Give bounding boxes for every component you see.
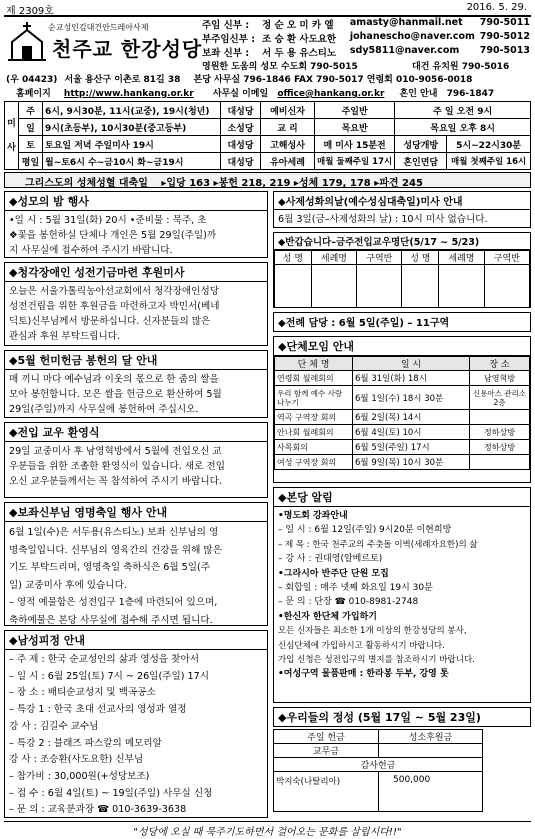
mass-side-label xyxy=(5,102,19,170)
section-line: 모아 봉헌합니다. 모은 쌀을 헌금으로 환산하여 5월 xyxy=(9,389,222,400)
staff-row xyxy=(202,31,530,45)
section-line: •일 시 : 5월 31일(화) 20시 •준비물 : 묵주, 초 xyxy=(9,215,207,226)
wedding-tel: 796-1847 xyxy=(446,89,495,99)
group-name: 우리 함께 예수 사랑 나누기 xyxy=(275,386,353,410)
notice-line: – 강 사 : 권대영(알베르토) xyxy=(278,554,383,565)
wedding-interview-time: 매월 첫째주일 16시 xyxy=(447,153,531,170)
notice-line: 신심단체에 가입하시고 활동하시기 바랍니다. xyxy=(278,640,445,651)
mass-times: 토요일 저녁 주일미사 19시 xyxy=(43,136,221,153)
web-line xyxy=(6,86,530,99)
section-newcomer-welcome xyxy=(4,422,268,498)
section-offerings xyxy=(273,707,531,818)
table-row xyxy=(275,371,530,386)
meeting-time: 6월 2일(목) 14시 xyxy=(353,410,470,425)
meeting-time: 6월 31일(화) 18시 xyxy=(353,371,470,386)
section-title: ◆성모의 밤 행사 xyxy=(5,192,267,211)
section-line: 관심과 후원 부탁드립니다. xyxy=(9,331,121,342)
section-new-parishioners xyxy=(273,232,531,308)
offering-label: 교무금 xyxy=(274,744,379,758)
issue-date: 2016. 5. 29. xyxy=(466,2,527,13)
section-title: ◆전입 교우 환영식 xyxy=(5,423,267,442)
section-line: ❖꽃을 봉헌하실 단체나 개인은 5월 29일(주일)까 xyxy=(9,230,217,241)
section-line: – 접 수 : 6월 4일(토) ~ 19일(주일) 사무실 신청 xyxy=(9,787,213,799)
notice-heading: •여성구역 물품판매 : 한라봉 두부, 강영 톳 xyxy=(278,669,449,680)
church-subtitle: 순교성인김대건안드레아사제 xyxy=(48,23,149,32)
section-line: 6월 3일(금–사제성화의 날) : 10시 미사 없습니다. xyxy=(278,214,488,225)
meeting-time: 6월 5일(주일) 17시 xyxy=(353,440,470,455)
address-line xyxy=(6,72,530,85)
table-row xyxy=(275,440,530,455)
issue-number: 제 2309호 xyxy=(6,6,54,17)
mass-place: 소성당 xyxy=(221,119,261,136)
section-rice-offering xyxy=(4,350,268,418)
offering-label: 감사헌금 xyxy=(274,758,483,772)
notice-heading: •명도회 강좌안내 xyxy=(278,511,348,521)
wedding-interview-label: 혼인면담 xyxy=(395,153,447,170)
section-line: – 특강 2 : 블래즈 파스칼의 메모리알 xyxy=(9,737,162,749)
staff-role: 부주임신부 : xyxy=(202,34,255,45)
table-header: 구역반 xyxy=(484,251,529,265)
staff-name: 정 순 오 미 카 엘 xyxy=(261,20,334,31)
staff-email[interactable]: sdy5811@naver.com xyxy=(349,45,460,56)
table-header: 일 시 xyxy=(353,357,470,371)
staff-row xyxy=(202,17,530,31)
staff-email[interactable]: amasty@hanmail.net xyxy=(349,17,463,28)
readings-bar xyxy=(4,172,531,188)
mass-day: 일 xyxy=(19,119,43,136)
mass-times: 6시, 9시30분, 11시(교중), 19시(청년) xyxy=(43,102,221,119)
section-line: 오신 교우분들께서는 꼭 참석하여 주시기 바랍니다. xyxy=(9,476,222,487)
section-title: ◆남성피정 안내 xyxy=(5,631,267,650)
staff-role: 보좌 신부 : xyxy=(202,48,250,59)
offering-label: 주일 헌금 xyxy=(274,730,379,744)
section-liturgy-duty xyxy=(273,312,531,332)
table-header: 세례명 xyxy=(311,251,356,265)
section-group-meetings xyxy=(273,336,531,483)
table-row xyxy=(275,425,530,440)
wedding-label: 혼인 안내 xyxy=(399,89,438,99)
mass-day: 평일 xyxy=(19,153,43,170)
section-line: 축하예물은 본당 사무실에 접수해 주시면 됩니다. xyxy=(9,614,213,626)
staff-name: 조 승 환 사도요한 xyxy=(261,34,337,45)
group-name: 연령회 월례회의 xyxy=(275,371,353,386)
homepage-link[interactable]: http://www.hankang.or.kr xyxy=(63,89,194,99)
section-deaf-mass xyxy=(4,262,268,346)
staff-tel: 790-5011 xyxy=(479,17,530,28)
staff-list xyxy=(202,17,530,73)
meeting-place: 신용아스 관리소2층 xyxy=(470,386,530,410)
section-mens-retreat xyxy=(4,630,268,818)
table-header: 성 명 xyxy=(402,251,439,265)
section-title: ◆사제성화의날(예수성심대축일)미사 안내 xyxy=(274,192,530,210)
section-line: – 주 제 : 한국 순교성인의 삶과 영성을 찾아서 xyxy=(9,654,199,665)
meeting-place xyxy=(470,410,530,425)
donor-name: 박지숙(나탈리아) xyxy=(274,772,379,812)
notice-line: 가입 신청은 성전입구의 별지를 참조하시기 바랍니다. xyxy=(278,655,475,666)
offering-label: 성소후원금 xyxy=(379,730,483,744)
catechism-class: 목요반 xyxy=(315,119,395,136)
meeting-time: 6월 9일(목) 10시 30분 xyxy=(353,455,470,470)
church-open-label: 성당개방 xyxy=(395,136,447,153)
section-line: 강 사 : 김길수 교수님 xyxy=(9,720,99,732)
section-marian-night xyxy=(4,191,268,258)
mass-schedule-table xyxy=(4,101,531,170)
section-line: – 참가비 : 30,000원(+성당보조) xyxy=(9,770,150,782)
hymn-numbers: ▸입당 163 ▸봉헌 218, 219 ▸성체 179, 178 ▸파견 245 xyxy=(161,178,423,189)
feast-name: 그리스도의 성체성혈 대축일 xyxy=(25,178,148,189)
section-title: ◆5월 헌미헌금 봉헌의 달 안내 xyxy=(5,351,267,370)
section-title: ◆청각장애인 성전기금마련 후원미사 xyxy=(5,263,267,282)
table-header: 구역반 xyxy=(357,251,402,265)
section-priest-day-mass xyxy=(273,191,531,228)
notice-line: 모든 신자들은 최소한 1개 이상의 한강성당의 봉사, xyxy=(278,626,467,637)
table-row xyxy=(275,455,530,470)
group-name: 사목회의 xyxy=(275,440,353,455)
section-title: ◆우리들의 정성 (5월 17일 ~ 5월 23일) xyxy=(273,707,531,727)
newcomer-table xyxy=(274,250,530,308)
section-line: 오늘은 서울가톨릭농아선교회에서 청각장애인성당 xyxy=(9,286,219,297)
table-header: 세례명 xyxy=(439,251,484,265)
section-line: 29일(주일)까지 사무실에 봉헌하여 주십시오. xyxy=(9,404,199,415)
meeting-place xyxy=(470,455,530,470)
section-line: – 일 시 : 6월 25일(토) 7시 ~ 26일(주일) 17시 xyxy=(9,670,209,682)
section-line: – 영적 예물함은 성전입구 1층에 마련되어 있으며, xyxy=(9,597,218,608)
baptism-time: 매월 둘째주일 17시 xyxy=(315,153,395,170)
table-header: 장 소 xyxy=(470,357,530,371)
mass-day: 주 xyxy=(19,102,43,119)
notice-line: – 회합일 : 매주 넷째 화요일 19시 30분 xyxy=(278,583,433,594)
catechism-class: 주일반 xyxy=(315,102,395,119)
section-title: ◆보좌신부님 영명축일 행사 안내 xyxy=(5,503,267,522)
donation-amount: 500,000 xyxy=(379,772,483,812)
staff-tel: 790-5013 xyxy=(479,45,530,56)
office-contact: 본당 사무실 796-1846 FAX 790-5017 연령회 010-9056-0018 xyxy=(193,75,473,85)
staff-row xyxy=(202,45,530,59)
section-parish-notices xyxy=(273,487,531,703)
mass-times: 9시(초등부), 10시30분(중고등부) xyxy=(43,119,221,136)
email-link[interactable]: office@hankang.or.kr xyxy=(277,89,385,99)
table-row xyxy=(274,772,483,812)
section-line: 우분들을 위한 조촐한 환영식이 있습니다. 새로 전입 xyxy=(9,461,225,472)
section-line: 강 사 : 조승환(사도요한) 신부님 xyxy=(9,754,144,766)
section-feast-day xyxy=(4,502,268,626)
table-header: 성 명 xyxy=(275,251,312,265)
meeting-place: 정하상방 xyxy=(470,425,530,440)
mass-place: 대성당 xyxy=(221,136,261,153)
table-row xyxy=(275,410,530,425)
table-header: 단 체 명 xyxy=(275,357,353,371)
section-line: 기도 부탁드리며, 영명축일 축하식은 6월 5일(주 xyxy=(9,562,211,573)
church-logo xyxy=(8,20,46,62)
confession-time: 매 미사 15분전 xyxy=(315,136,395,153)
section-line: 지 사무실에 접수하여 주시기 바랍니다. xyxy=(9,245,173,256)
catechism-label: 예비신자 xyxy=(261,102,315,119)
group-name: 안나회 월례회의 xyxy=(275,425,353,440)
church-open-time: 5시~22시30분 xyxy=(447,136,531,153)
staff-name: 서 두 용 유스티노 xyxy=(261,48,337,59)
mass-place: 대성당 xyxy=(221,153,261,170)
monastery-contact: 영원한 도움의 성모 수도회 790-5015 xyxy=(202,62,358,72)
table-row xyxy=(275,265,530,309)
mass-side-char: 사 xyxy=(7,142,16,153)
kindergarten-contact: 대건 유치원 790-5016 xyxy=(412,62,510,72)
offerings-table xyxy=(273,729,483,812)
section-line: 6월 1일(수)은 서두용(유스티노) 보좌 신부님의 영 xyxy=(9,527,219,538)
email-label: 사무실 이메일 xyxy=(212,89,269,99)
meeting-place: 정하상방 xyxy=(470,440,530,455)
section-title: ◆단체모임 안내 xyxy=(274,337,530,356)
catechism-time: 목요일 오후 8시 xyxy=(395,119,531,136)
baptism-label: 유아세례 xyxy=(261,153,315,170)
section-title: ◆본당 알림 xyxy=(274,488,530,507)
mass-place: 대성당 xyxy=(221,102,261,119)
notice-heading: •한신자 한단체 가입하기 xyxy=(278,611,377,622)
notice-line: – 일 시 : 6월 12일(주일) 9시20분 이현희방 xyxy=(278,525,452,536)
address: 서울 용산구 이촌로 81길 38 xyxy=(64,75,181,85)
section-line: 29일 교중미사 후 남영혁방에서 5월에 전입오신 교 xyxy=(9,446,222,457)
church-name: 천주교 한강성당 xyxy=(52,37,203,61)
catechism-time: 주 일 오전 9시 xyxy=(395,102,531,119)
confession-label: 고해성사 xyxy=(261,136,315,153)
meetings-table xyxy=(274,356,530,470)
section-title: ◆전례 담당 : 6월 5일(주일) – 11구역 xyxy=(274,313,530,330)
section-line: 매 끼니 마다 예수님과 이웃의 몫으로 한 줌의 쌀을 xyxy=(9,374,219,385)
section-line: – 문 의 : 교육분과장 ☎ 010-3639-3638 xyxy=(9,804,187,816)
section-line: 일) 교중미사 후에 있습니다. xyxy=(9,579,127,591)
mass-day: 토 xyxy=(19,136,43,153)
mass-side-char: 미 xyxy=(7,118,16,129)
section-line: 딕토)신부님께서 방문하십니다. 신자분들의 많은 xyxy=(9,316,211,327)
postal-code: (우 04423) xyxy=(6,75,58,85)
notice-line: – 제 목 : 한국 천주교의 주춧돌 이벽(세례자요한)의 삶 xyxy=(278,539,478,550)
meeting-time: 6월 1일(수) 18시 30분 xyxy=(353,386,470,410)
staff-tel: 790-5012 xyxy=(479,31,530,42)
group-name: 여성 구역장 회의 xyxy=(275,455,353,470)
group-name: 역곡 구역장 회의 xyxy=(275,410,353,425)
section-line: 성전건립을 위한 후원금을 마련하고자 박민서(베네 xyxy=(9,301,220,312)
notice-heading: •그라시아 반주단 단원 모집 xyxy=(278,568,389,579)
table-row xyxy=(275,386,530,410)
section-title: ◆반갑습니다–금주전입교우명단(5/17 ~ 5/23) xyxy=(274,233,530,250)
meeting-place: 남영혁방 xyxy=(470,371,530,386)
section-line: 명축일입니다. 신부님의 영육간의 건강을 위해 많은 xyxy=(9,544,222,556)
catechism-label: 교 리 xyxy=(261,119,315,136)
footer-slogan: "성당에 오실 때 묵주기도하면서 걸어오는 문화를 살립시다!!" xyxy=(133,827,402,838)
mass-times: 월~토6시 수~금10시 화~금19시 xyxy=(43,153,221,170)
contacts-row xyxy=(202,59,530,73)
staff-email[interactable]: johanescho@naver.com xyxy=(349,31,475,42)
section-line: – 장 소 : 배티순교성지 및 백곡공소 xyxy=(9,687,156,699)
staff-role: 주임 신부 : xyxy=(202,20,250,31)
homepage-label: 홈페이지 xyxy=(16,89,51,99)
section-line: – 특강 1 : 한국 초대 선교사의 영성과 열정 xyxy=(9,704,187,716)
notice-line: – 문 의 : 단장 ☎ 010-8981-2748 xyxy=(278,597,419,608)
meeting-time: 6월 4일(토) 10시 xyxy=(353,425,470,440)
